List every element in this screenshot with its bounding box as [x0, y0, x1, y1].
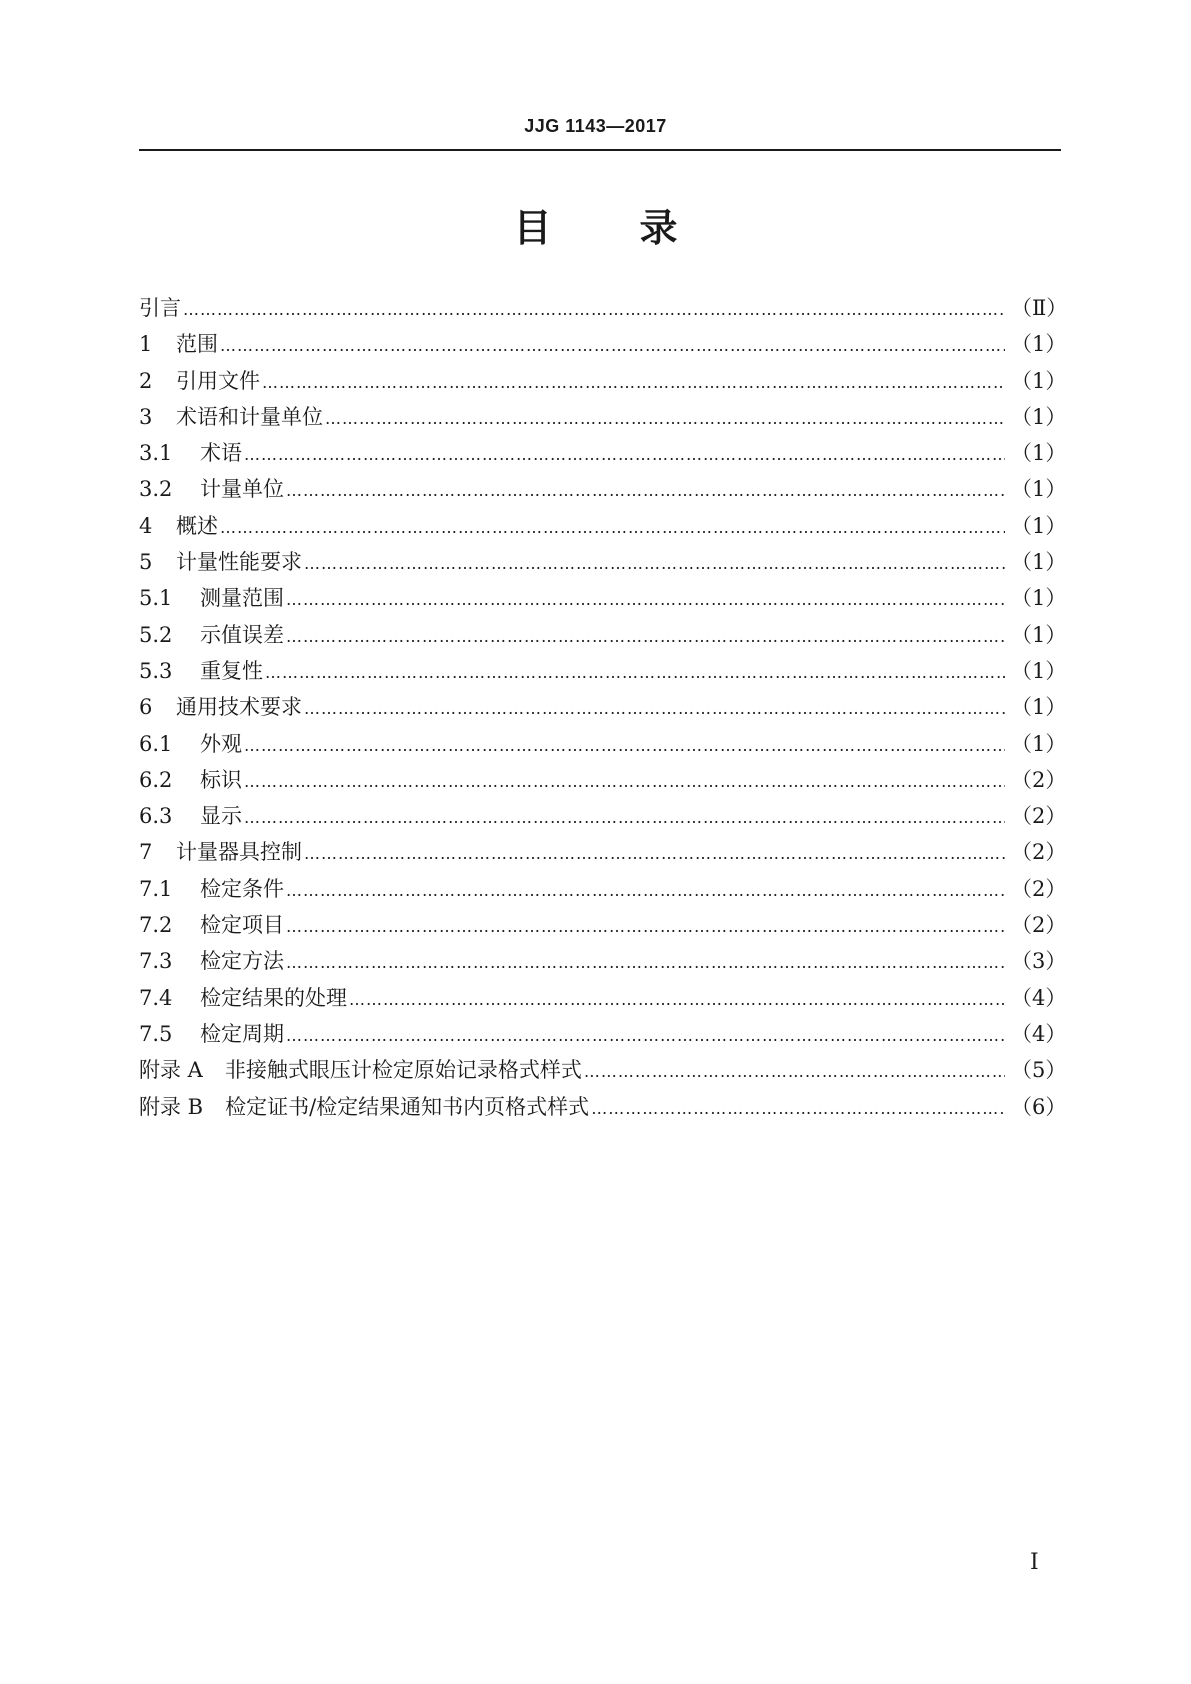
toc-entry-number: 5.3 [139, 658, 173, 683]
toc-entry-page: （2） [1011, 804, 1067, 829]
toc-entry-page: （6） [1011, 1094, 1067, 1119]
toc-entry-number: 7.5 [139, 1021, 173, 1046]
toc-entry-2[interactable] [139, 363, 1067, 399]
toc-leader-dots [262, 365, 1005, 401]
toc-entry-page: （1） [1011, 658, 1067, 683]
toc-entry-4[interactable] [139, 508, 1067, 544]
toc-entry-number: 7.1 [139, 876, 173, 901]
toc-entry-3[interactable] [139, 399, 1067, 435]
toc-leader-dots [244, 764, 1005, 800]
toc-leader-dots [244, 437, 1005, 473]
toc-entry-page: （1） [1011, 441, 1067, 466]
toc-entry-page: （4） [1011, 985, 1067, 1010]
toc-entry-label: 引言 [139, 296, 181, 320]
toc-leader-dots [325, 401, 1005, 437]
toc-entry-label: 计量单位 [200, 477, 284, 502]
header-divider [139, 149, 1061, 151]
toc-leader-dots [286, 873, 1005, 909]
toc-entry-number: 4 [139, 513, 153, 538]
toc-leader-dots [244, 800, 1005, 836]
toc-entry-number: 6.2 [139, 767, 173, 792]
toc-entry-6[interactable] [139, 689, 1067, 725]
toc-entry-number: 附录 B [139, 1094, 204, 1119]
toc-entry-7-4[interactable] [139, 980, 1067, 1016]
toc-entry-1[interactable] [139, 326, 1067, 362]
toc-entry-label: 示值误差 [200, 622, 284, 647]
table-of-contents [139, 290, 1068, 1125]
title-char-left: 目 [513, 206, 552, 250]
toc-entry-number: 3.1 [139, 441, 173, 466]
toc-entry-number: 7 [139, 840, 153, 865]
toc-entry-6-2[interactable] [139, 762, 1067, 798]
toc-leader-dots [584, 1054, 1005, 1090]
toc-entry-appendix-a[interactable] [139, 1052, 1067, 1088]
toc-entry-number: 1 [139, 332, 153, 357]
toc-leader-dots [286, 945, 1005, 981]
toc-entry-5-3[interactable] [139, 653, 1067, 689]
toc-entry-page: （3） [1011, 949, 1067, 974]
toc-entry-label: 检定结果的处理 [200, 985, 347, 1010]
toc-entry-label: 非接触式眼压计检定原始记录格式样式 [224, 1058, 582, 1083]
toc-entry-page: （2） [1011, 767, 1067, 792]
toc-leader-dots [286, 909, 1005, 945]
toc-entry-page: （1） [1011, 477, 1067, 502]
page-title [0, 204, 1191, 252]
toc-entry-6-1[interactable] [139, 726, 1067, 762]
toc-leader-dots [244, 728, 1005, 764]
toc-entry-label: 概述 [176, 513, 218, 538]
toc-entry-page: （Ⅱ） [1011, 296, 1068, 320]
toc-entry-label: 检定周期 [200, 1021, 284, 1046]
toc-entry-label: 检定项目 [200, 913, 284, 938]
toc-entry-page: （5） [1011, 1058, 1067, 1083]
toc-entry-6-3[interactable] [139, 798, 1067, 834]
toc-entry-number: 2 [139, 368, 153, 393]
toc-leader-dots [591, 1091, 1005, 1127]
toc-entry-label: 测量范围 [200, 586, 284, 611]
toc-leader-dots [304, 546, 1005, 582]
document-code-header: JJG 1143—2017 [524, 116, 667, 136]
toc-entry-number: 5.2 [139, 622, 173, 647]
toc-entry-7-5[interactable] [139, 1016, 1067, 1052]
toc-leader-dots [220, 510, 1005, 546]
toc-entry-number: 7.2 [139, 913, 173, 938]
toc-entry-page: （1） [1011, 586, 1067, 611]
toc-entry-label: 外观 [200, 731, 242, 756]
toc-entry-page: （1） [1011, 731, 1067, 756]
toc-entry-label: 范围 [176, 332, 218, 357]
toc-entry-label: 重复性 [200, 658, 263, 683]
toc-entry-5-1[interactable] [139, 580, 1067, 616]
toc-entry-label: 通用技术要求 [176, 695, 302, 720]
toc-entry-intro[interactable] [139, 290, 1068, 326]
title-char-right: 录 [639, 206, 678, 250]
toc-entry-number: 6.3 [139, 804, 173, 829]
toc-entry-5-2[interactable] [139, 617, 1067, 653]
toc-entry-label: 标识 [200, 767, 242, 792]
toc-entry-number: 7.4 [139, 985, 173, 1010]
toc-entry-number: 6 [139, 695, 153, 720]
toc-entry-label: 检定条件 [200, 876, 284, 901]
toc-entry-7-3[interactable] [139, 943, 1067, 979]
toc-entry-number: 5.1 [139, 586, 173, 611]
toc-entry-7-1[interactable] [139, 871, 1067, 907]
toc-entry-page: （2） [1011, 913, 1067, 938]
toc-entry-number: 3 [139, 404, 153, 429]
toc-leader-dots [265, 655, 1005, 691]
toc-leader-dots [304, 836, 1005, 872]
toc-leader-dots [286, 619, 1005, 655]
toc-entry-page: （1） [1011, 695, 1067, 720]
toc-entry-page: （4） [1011, 1021, 1067, 1046]
toc-entry-number: 5 [139, 550, 153, 575]
toc-leader-dots [286, 473, 1005, 509]
toc-entry-7-2[interactable] [139, 907, 1067, 943]
toc-leader-dots [349, 982, 1005, 1018]
toc-leader-dots [286, 582, 1005, 618]
toc-entry-appendix-b[interactable] [139, 1089, 1067, 1125]
toc-entry-page: （1） [1011, 513, 1067, 538]
toc-entry-label: 计量性能要求 [176, 550, 302, 575]
toc-entry-3-2[interactable] [139, 471, 1067, 507]
toc-entry-page: （2） [1011, 876, 1067, 901]
toc-entry-5[interactable] [139, 544, 1067, 580]
toc-entry-label: 显示 [200, 804, 242, 829]
toc-entry-label: 引用文件 [176, 368, 260, 393]
toc-entry-page: （1） [1011, 550, 1067, 575]
toc-entry-page: （2） [1011, 840, 1067, 865]
toc-entry-page: （1） [1011, 332, 1067, 357]
toc-entry-page: （1） [1011, 622, 1067, 647]
toc-entry-number: 附录 A [139, 1058, 203, 1083]
toc-entry-page: （1） [1011, 404, 1067, 429]
toc-entry-label: 计量器具控制 [176, 840, 302, 865]
toc-entry-number: 6.1 [139, 731, 173, 756]
toc-entry-label: 检定方法 [200, 949, 284, 974]
page-number: Ⅰ [1030, 1550, 1039, 1575]
toc-entry-number: 7.3 [139, 949, 173, 974]
toc-entry-page: （1） [1011, 368, 1067, 393]
toc-leader-dots [304, 691, 1005, 727]
toc-entry-3-1[interactable] [139, 435, 1067, 471]
toc-entry-number: 3.2 [139, 477, 173, 502]
toc-leader-dots [183, 292, 1005, 328]
toc-entry-label: 术语和计量单位 [176, 404, 323, 429]
toc-entry-7[interactable] [139, 834, 1067, 870]
toc-entry-label: 检定证书/检定结果通知书内页格式样式 [225, 1094, 590, 1119]
toc-leader-dots [286, 1018, 1005, 1054]
toc-leader-dots [220, 328, 1005, 364]
toc-entry-label: 术语 [200, 441, 242, 466]
